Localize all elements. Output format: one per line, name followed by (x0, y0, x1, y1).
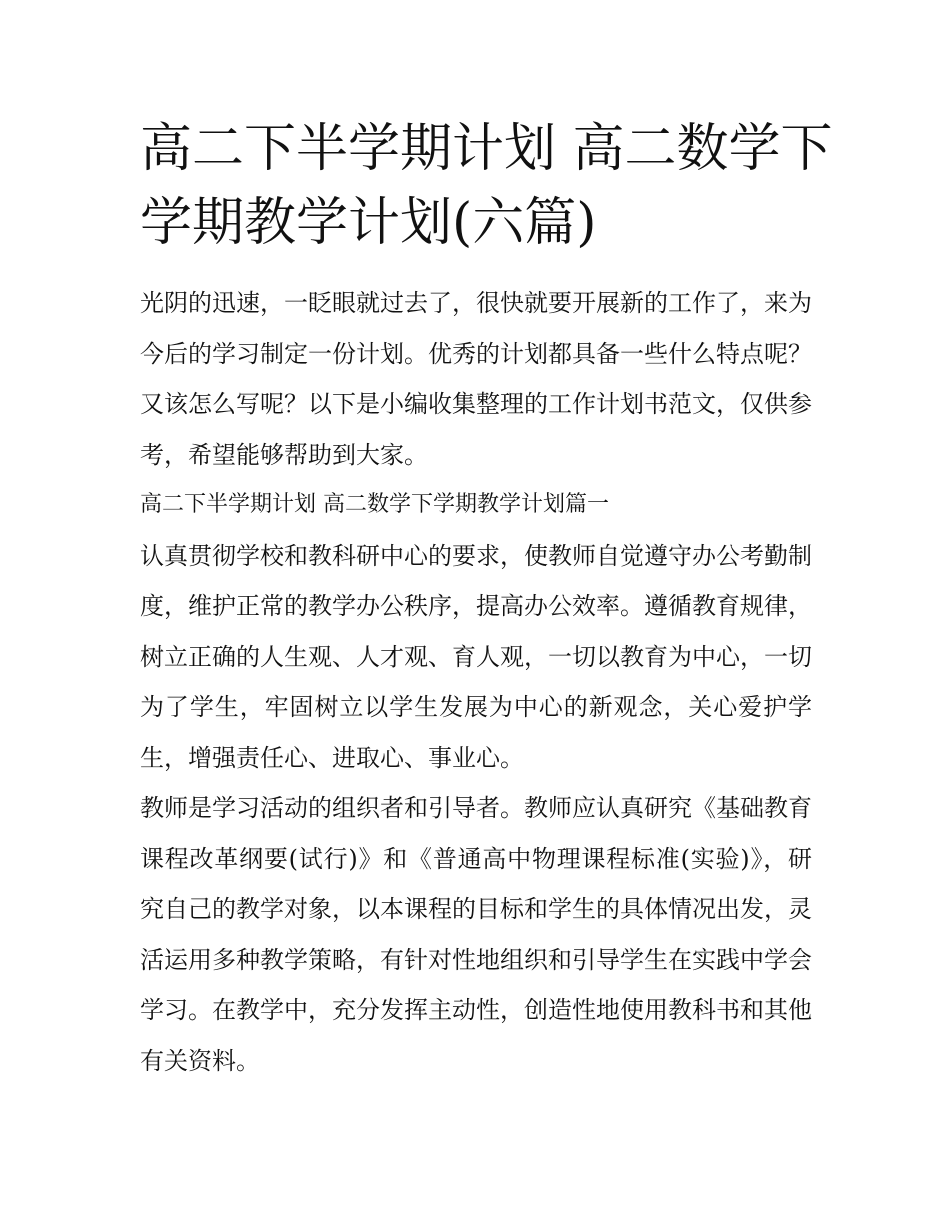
body-paragraph-2: 教师是学习活动的组织者和引导者。教师应认真研究《基础教育课程改革纲要(试行)》和《普通高中物理课程标准(实验)》，研究自己的教学对象，以本课程的目标和学生的具体情况出发，灵活运用多种教学策略，有针对性地组织和引导学生在实践中学会学习。在教学中，充分发挥主动性，创造性地使用教科书和其他有关资料。 (140, 794, 812, 1075)
body-paragraph-1: 认真贯彻学校和教科研中心的要求，使教师自觉遵守办公考勤制度，维护正常的教学办公秩序，提高办公效率。遵循教育规律，树立正确的人生观、人才观、育人观，一切以教育为中心，一切为了学生，牢固树立以学生发展为中心的新观念，关心爱护学生，增强责任心、进取心、事业心。 (140, 541, 812, 772)
document-title-line-2: 学期教学计划(六篇) (140, 193, 597, 253)
document-title-line-1: 高二下半学期计划 高二数学下 (140, 119, 833, 179)
section-heading: 高二下半学期计划 高二数学下学期教学计划篇一 (140, 492, 609, 517)
document-page (140, 112, 833, 1086)
intro-paragraph: 光阴的迅速，一眨眼就过去了，很快就要开展新的工作了，来为今后的学习制定一份计划。优秀的计划都具备一些什么特点呢？又该怎么写呢？以下是小编收集整理的工作计划书范文，仅供参考，希望能够帮助到大家。 (140, 289, 812, 469)
document-title (140, 112, 833, 260)
